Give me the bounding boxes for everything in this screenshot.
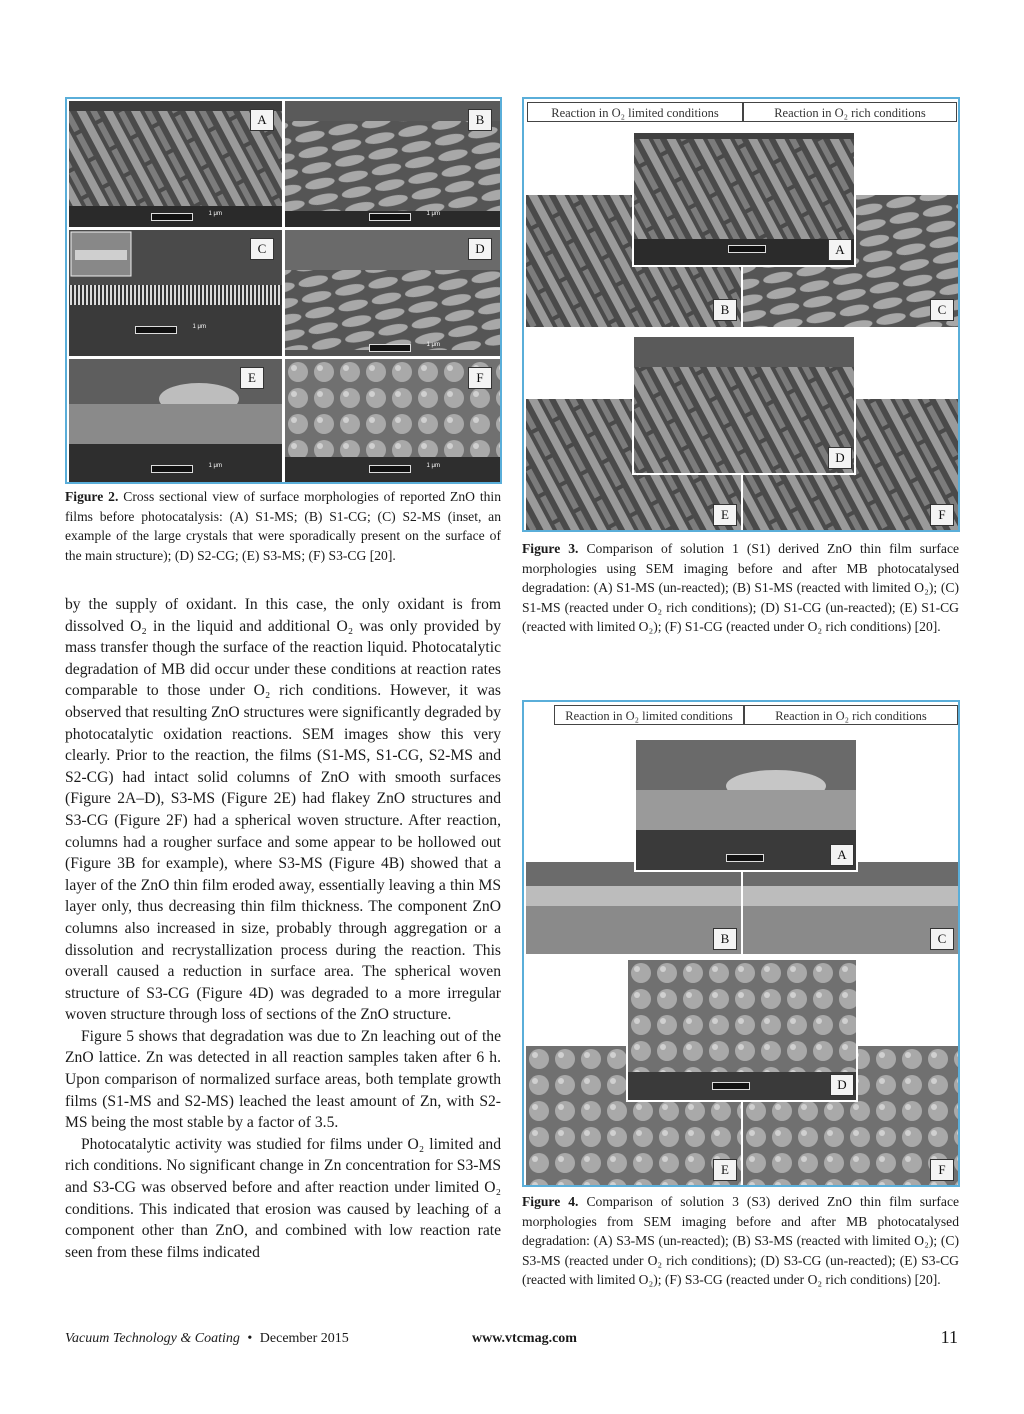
scale-bar — [728, 245, 766, 253]
panel-label: A — [830, 844, 854, 866]
scale-bar: 1 μm — [369, 465, 411, 473]
footer-url[interactable]: www.vtcmag.com — [472, 1331, 577, 1346]
figure-4-image — [522, 700, 960, 1187]
figure-4-caption — [522, 1192, 959, 1290]
figure-2-panel-d — [285, 230, 500, 356]
figure-2-panel-e — [69, 359, 282, 482]
panel-label: A — [250, 109, 274, 131]
caption-text: Cross sectional view of surface morphologies of reported ZnO thin films before photocatalysis: (A) S1-MS; (B) S1-CG; (C) S2-MS (inset, an example of the large crystals that were sporadically present on the surface of the main structure); (D) S2-CG; (E) S3-MS; (F) S3-CG [20]. — [65, 489, 502, 563]
panel-label: D — [468, 238, 492, 260]
footer-bullet: • — [247, 1331, 253, 1346]
caption-label: Figure 3. — [522, 541, 579, 556]
scale-bar: 1 μm — [369, 344, 411, 352]
scale-bar — [726, 854, 764, 862]
panel-label: C — [250, 238, 274, 260]
panel-label: D — [828, 447, 852, 469]
panel-label: B — [713, 299, 737, 321]
panel-label: F — [930, 1159, 954, 1181]
panel-label: C — [930, 928, 954, 950]
figure-4-panel-d — [626, 958, 858, 1102]
panel-label: F — [930, 504, 954, 526]
figure-2-panel-c — [69, 230, 282, 356]
panel-label: A — [828, 239, 852, 261]
panel-label: F — [468, 367, 492, 389]
figure-4-panel-c — [743, 862, 958, 954]
paragraph-2: Figure 5 shows that degradation was due to Zn leaching out of the ZnO lattice. Zn was detected in all reaction samples taken after 6 h. Upon comparison of normalized surface areas, both template growth films (S1-MS and S2-MS) leached the least amount of Zn, with S2-MS being the most stable by a factor of 3.5. — [65, 1027, 501, 1132]
footer — [65, 1327, 960, 1353]
panel-label: B — [468, 109, 492, 131]
figure-3-header-right: Reaction in O₂ rich conditions — [743, 102, 957, 122]
scale-bar: 1 μm — [151, 213, 193, 221]
panel-label: D — [830, 1074, 854, 1096]
panel-label: B — [713, 928, 737, 950]
body-text — [65, 594, 501, 1263]
caption-label: Figure 2. — [65, 489, 119, 504]
figure-2-panel-f — [285, 359, 500, 482]
figure-3-header-left: Reaction in O₂ limited conditions — [527, 102, 743, 122]
figure-2-panel-a — [69, 101, 282, 227]
figure-4-panel-b — [526, 862, 741, 954]
scale-bar: 1 μm — [369, 213, 411, 221]
figure-4-panel-a — [634, 738, 858, 872]
figure-3-image — [522, 97, 960, 532]
figure-2-image — [65, 97, 502, 484]
figure-4-header-right: Reaction in O₂ rich conditions — [744, 705, 958, 725]
figure-2-caption — [65, 487, 501, 565]
figure-4-header-left: Reaction in O₂ limited conditions — [554, 705, 744, 725]
figure-2-panel-b — [285, 101, 500, 227]
footer-date: December 2015 — [259, 1331, 349, 1346]
panel-label: E — [713, 1159, 737, 1181]
figure-3-panel-d — [632, 335, 856, 475]
scale-bar: 1 μm — [135, 326, 177, 334]
paragraph-3: Photocatalytic activity was studied for films under O₂ limited and rich conditions. No significant change in Zn concentration for S3-MS and S3-CG was observed before and after reaction under limited O₂ conditions. This indicated that erosion was caused by leaching of a component other than ZnO, and combined with low reaction rate seen from these films indicated — [65, 1135, 501, 1261]
footer-journal: Vacuum Technology & Coating — [65, 1331, 240, 1346]
scale-bar: 1 μm — [151, 465, 193, 473]
paragraph-1: by the supply of oxidant. In this case, the only oxidant is from dissolved O₂ in the liquid and additional O₂ was only provided by mass transfer though the surface of the reaction liquid. Photocatalytic degradation of MB did occur under these conditions at reaction rates comparable to those under O₂ rich conditions. However, it was observed that resulting ZnO structures were significantly degraded by photocatalytic oxidation reactions. SEM images show this very clearly. Prior to the reaction, the films (S1-MS, S1-CG, S2-MS and S2-CG) had intact solid columns of ZnO with smooth surfaces (Figure 2A–D), S3-MS (Figure 2E) had flakey ZnO structures and S3-CG (Figure 2F) had a spherical woven structure. After reaction, columns had a rougher surface and some appear to be hollowed out (Figure 3B for example), where S3-MS (Figure 4B) showed that a layer of the ZnO thin film eroded away, essentially leaving a thin MS layer only, thus decreasing thin film thickness. The component ZnO columns also increased in size, probably through aggregation or a dissolution and recrystallization process during the reaction. This overall caused a reduction in surface area. The spherical woven structure of S3-CG (Figure 4D) was degraded to a more irregular woven structure through loss of sections of the ZnO structure. — [65, 596, 501, 1024]
panel-label: C — [930, 299, 954, 321]
figure-3-panel-a — [632, 131, 856, 267]
caption-text: Comparison of solution 3 (S3) derived ZnO thin film surface morphologies from SEM imaging before and after MB photocatalysed degradation: (A) S3-MS (un-reacted); (B) S3-MS (reacted with limited O₂); (C) S3-MS (reacted under O₂ rich conditions); (D) S3-CG (un-reacted); (E) S3-CG (reacted with limited O₂); (F) S3-CG (reacted under O₂ rich conditions) [20]. — [522, 1194, 960, 1288]
scale-bar — [712, 1082, 750, 1090]
panel-label: E — [240, 367, 264, 389]
caption-label: Figure 4. — [522, 1194, 579, 1209]
panel-label: E — [713, 504, 737, 526]
figure-3-caption — [522, 539, 959, 637]
page-number: 11 — [940, 1327, 958, 1347]
caption-text: Comparison of solution 1 (S1) derived ZnO thin film surface morphologies using SEM imaging before and after MB photocatalysed degradation: (A) S1-MS (un-reacted); (B) S1-MS (reacted with limited O₂); (C) S1-MS (reacted under O₂ rich conditions); (D) S1-CG (un-reacted); (E) S1-CG (reacted with limited O₂); (F) S1-CG (reacted under O₂ rich conditions) [20]. — [522, 541, 960, 635]
